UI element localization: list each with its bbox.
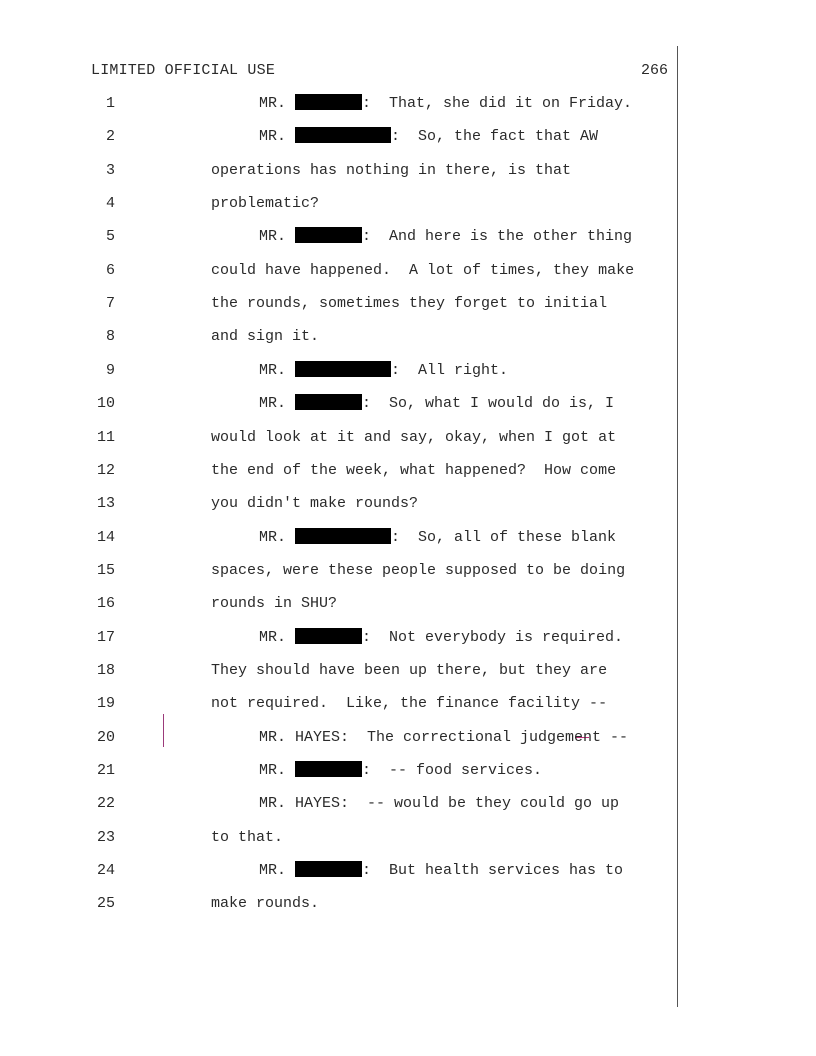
line-number: 20 (96, 729, 115, 746)
line-number: 6 (105, 262, 115, 279)
speaker-statement: : All right. (391, 362, 509, 379)
redacted-name-block (295, 361, 391, 377)
line-number: 19 (96, 695, 115, 712)
transcript-line (0, 461, 816, 481)
speaker-statement: : But health services has to (362, 862, 624, 879)
transcript-line (0, 161, 816, 181)
speaker-statement: : So, the fact that AW (391, 128, 599, 145)
speaker-prefix: MR. (259, 362, 296, 379)
transcript-line (0, 227, 816, 247)
transcript-line (0, 494, 816, 514)
speaker-prefix: MR. (259, 762, 296, 779)
line-text: make rounds. (211, 895, 320, 912)
transcript-line (0, 261, 816, 281)
transcript-line (0, 861, 816, 881)
speaker-prefix: MR. (259, 128, 296, 145)
line-text: spaces, were these people supposed to be doing (211, 562, 626, 579)
speaker-line (259, 127, 598, 147)
speaker-line (259, 528, 616, 548)
redacted-name-block (295, 127, 391, 143)
line-number: 22 (96, 795, 115, 812)
line-text: the end of the week, what happened? How come (211, 462, 617, 479)
transcript-line (0, 594, 816, 614)
redacted-name-block (295, 861, 362, 877)
line-number: 8 (105, 328, 115, 345)
line-number: 9 (105, 362, 115, 379)
transcript-line (0, 694, 816, 714)
line-number: 1 (105, 95, 115, 112)
speaker-line (259, 761, 542, 781)
transcript-line (0, 327, 816, 347)
transcript-line (0, 794, 816, 814)
speaker-line (259, 227, 632, 247)
line-number: 15 (96, 562, 115, 579)
transcript-line (0, 828, 816, 848)
speaker-line (259, 361, 508, 381)
line-number: 12 (96, 462, 115, 479)
transcript-line (0, 294, 816, 314)
speaker-statement: : So, what I would do is, I (362, 395, 615, 412)
line-number: 21 (96, 762, 115, 779)
line-number: 25 (96, 895, 115, 912)
line-number: 16 (96, 595, 115, 612)
redacted-name-block (295, 94, 362, 110)
redacted-name-block (295, 394, 362, 410)
speaker-line (259, 94, 632, 114)
line-number: 2 (105, 128, 115, 145)
transcript-line (0, 194, 816, 214)
line-text: and sign it. (211, 328, 320, 345)
speaker-line (259, 628, 623, 648)
speaker-line (259, 861, 623, 881)
speaker-line (259, 394, 614, 414)
transcript-line (0, 127, 816, 147)
redacted-name-block (295, 761, 362, 777)
speaker-prefix: MR. (259, 529, 296, 546)
line-number: 18 (96, 662, 115, 679)
speaker-prefix: MR. (259, 395, 296, 412)
transcript-line (0, 761, 816, 781)
line-text: you didn't make rounds? (211, 495, 419, 512)
redacted-name-block (295, 628, 362, 644)
transcript-line (0, 361, 816, 381)
line-text: rounds in SHU? (211, 595, 338, 612)
line-text: problematic? (211, 195, 320, 212)
speaker-prefix: MR. (259, 228, 296, 245)
line-number: 10 (96, 395, 115, 412)
speaker-prefix: MR. (259, 862, 296, 879)
redacted-name-block (295, 227, 362, 243)
line-number: 5 (105, 228, 115, 245)
line-text: could have happened. A lot of times, they make (211, 262, 635, 279)
line-number: 24 (96, 862, 115, 879)
transcript-line (0, 394, 816, 414)
speaker-statement: : Not everybody is required. (362, 629, 624, 646)
transcript-line (0, 894, 816, 914)
transcript-line (0, 628, 816, 648)
line-number: 7 (105, 295, 115, 312)
transcript-line (0, 561, 816, 581)
speaker-statement: : That, she did it on Friday. (362, 95, 633, 112)
line-number: 3 (105, 162, 115, 179)
line-text: would look at it and say, okay, when I got at (211, 429, 617, 446)
speaker-line-text: MR. HAYES: -- would be they could go up (259, 795, 620, 812)
speaker-line-text: MR. HAYES: The correctional judgement -- (259, 729, 629, 746)
line-text: to that. (211, 829, 284, 846)
speaker-statement: : -- food services. (362, 762, 543, 779)
line-number: 14 (96, 529, 115, 546)
line-number: 13 (96, 495, 115, 512)
redacted-name-block (295, 528, 391, 544)
line-text: operations has nothing in there, is that (211, 162, 572, 179)
transcript-line (0, 661, 816, 681)
speaker-statement: : And here is the other thing (362, 228, 633, 245)
line-text: the rounds, sometimes they forget to initial (211, 295, 608, 312)
speaker-prefix: MR. (259, 629, 296, 646)
line-number: 17 (96, 629, 115, 646)
line-number: 11 (96, 429, 115, 446)
classification-header: LIMITED OFFICIAL USE (91, 62, 276, 79)
speaker-statement: : So, all of these blank (391, 529, 617, 546)
page-number: 266 (640, 62, 668, 79)
line-text: not required. Like, the finance facility -- (211, 695, 608, 712)
line-text: They should have been up there, but they are (211, 662, 608, 679)
transcript-line (0, 94, 816, 114)
transcript-line (0, 728, 816, 748)
line-number: 4 (105, 195, 115, 212)
line-number: 23 (96, 829, 115, 846)
speaker-prefix: MR. (259, 95, 296, 112)
transcript-line (0, 428, 816, 448)
transcript-line (0, 528, 816, 548)
